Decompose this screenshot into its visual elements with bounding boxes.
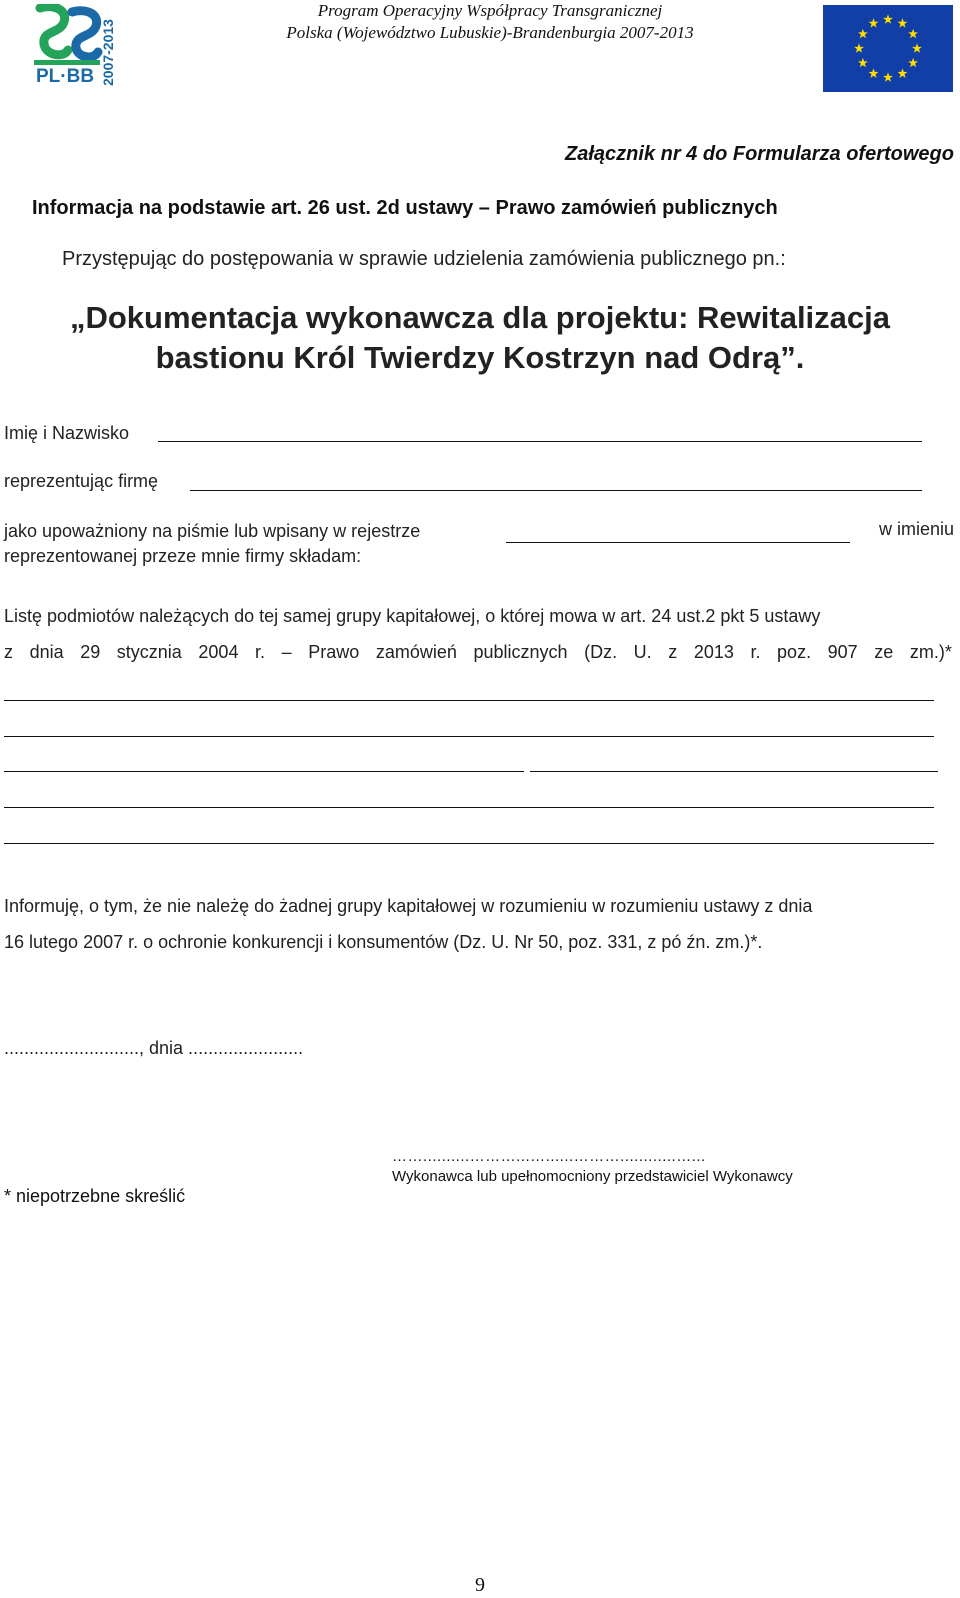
entry-line-3a[interactable] (4, 771, 524, 772)
project-title-line-2: bastionu Król Twierdzy Kostrzyn nad Odrą”. (155, 340, 805, 375)
list-word: 2013 (693, 642, 734, 662)
eu-star-icon (858, 58, 868, 67)
list-paragraph-line-2 (4, 634, 952, 670)
list-word: dnia (29, 642, 64, 662)
list-word: U. (633, 642, 652, 662)
signature-line[interactable]: ……..........………...…......………............…... (392, 1148, 706, 1165)
entry-line-2[interactable] (4, 736, 934, 737)
company-field-line[interactable] (190, 490, 922, 491)
eu-star-icon (858, 29, 868, 38)
on-behalf-text: w imieniu (878, 519, 954, 539)
list-word: ze (874, 642, 894, 662)
eu-star-icon (908, 58, 918, 67)
list-word: publicznych (473, 642, 568, 662)
eu-star-icon (898, 18, 908, 27)
list-word: 2004 (198, 642, 239, 662)
list-word: 907 (827, 642, 858, 662)
registry-field-line[interactable] (506, 542, 850, 543)
list-word: r. (255, 642, 266, 662)
signature-caption: Wykonawca lub upełnomocniony przedstawiciel Wykonawcy (392, 1168, 793, 1185)
eu-stars-icon (823, 5, 953, 92)
program-header (250, 0, 730, 44)
list-paragraph (4, 598, 952, 670)
eu-star-icon (898, 68, 908, 77)
eu-star-icon (883, 14, 893, 23)
list-word: stycznia (116, 642, 182, 662)
entry-line-3b[interactable] (530, 771, 938, 772)
list-paragraph-line-1: Listę podmiotów należących do tej samej grupy kapitałowej, o której mowa w art. 24 ust.2 pkt 5 ustawy (4, 606, 821, 626)
list-word: zamówień (375, 642, 457, 662)
entry-line-1[interactable] (4, 700, 934, 701)
program-line-2: Polska (Województwo Lubuskie)-Brandenburgia 2007-2013 (286, 23, 694, 42)
info-title: Informacja na podstawie art. 26 ust. 2d ustawy – Prawo zamówień publicznych (32, 197, 778, 219)
inform-paragraph-line-2: 16 lutego 2007 r. o ochronie konkurencji i konsumentów (Dz. U. Nr 50, poz. 331, z pó źn. zm.)*. (4, 932, 763, 952)
list-word: r. (750, 642, 761, 662)
logo-mark-icon (34, 4, 104, 66)
project-title-line-1: „Dokumentacja wykonawcza dla projektu: Rewitalizacja (69, 300, 891, 335)
eu-star-icon (869, 68, 879, 77)
inform-paragraph (4, 888, 952, 960)
eu-star-icon (869, 18, 879, 27)
list-word: z (4, 642, 13, 662)
logo-years: 2007-2013 (100, 19, 116, 86)
program-line-1: Program Operacyjny Współpracy Transgranicznej (317, 1, 663, 20)
list-word: z (668, 642, 678, 662)
eu-flag (823, 5, 953, 92)
authorized-line-2: reprezentowanej przeze mnie firmy składam: (4, 546, 362, 566)
annex-title: Załącznik nr 4 do Formularza ofertowego (565, 143, 954, 165)
list-word: – (281, 642, 292, 662)
eu-star-icon (912, 43, 922, 52)
eu-star-icon (854, 43, 864, 52)
name-field-line[interactable] (158, 441, 922, 442)
authorized-line-1: jako upoważniony na piśmie lub wpisany w rejestrze (4, 521, 421, 541)
footnote: * niepotrzebne skreślić (4, 1186, 186, 1206)
list-word: zm.)* (909, 642, 952, 662)
entry-line-5[interactable] (4, 843, 934, 844)
authorized-text (4, 519, 420, 569)
list-word: (Dz. (584, 642, 618, 662)
list-word: poz. (777, 642, 812, 662)
page-number: 9 (475, 1574, 485, 1596)
eu-star-icon (883, 72, 893, 81)
logo-text: PL·BB (36, 66, 95, 87)
name-label: Imię i Nazwisko (4, 423, 130, 443)
intro-text: Przystępując do postępowania w sprawie udzielenia zamówienia publicznego pn.: (62, 248, 786, 270)
company-label: reprezentując firmę (4, 471, 159, 491)
entry-line-4[interactable] (4, 807, 934, 808)
project-title (20, 298, 940, 378)
pl-bb-logo (30, 4, 126, 88)
eu-star-icon (908, 29, 918, 38)
place-date[interactable]: ..........................., dnia ....................... (4, 1038, 304, 1058)
list-word: Prawo (308, 642, 360, 662)
list-word: 29 (80, 642, 101, 662)
inform-paragraph-line-1: Informuję, o tym, że nie należę do żadnej grupy kapitałowej w rozumieniu w rozumieniu ustawy z dnia (4, 896, 813, 916)
